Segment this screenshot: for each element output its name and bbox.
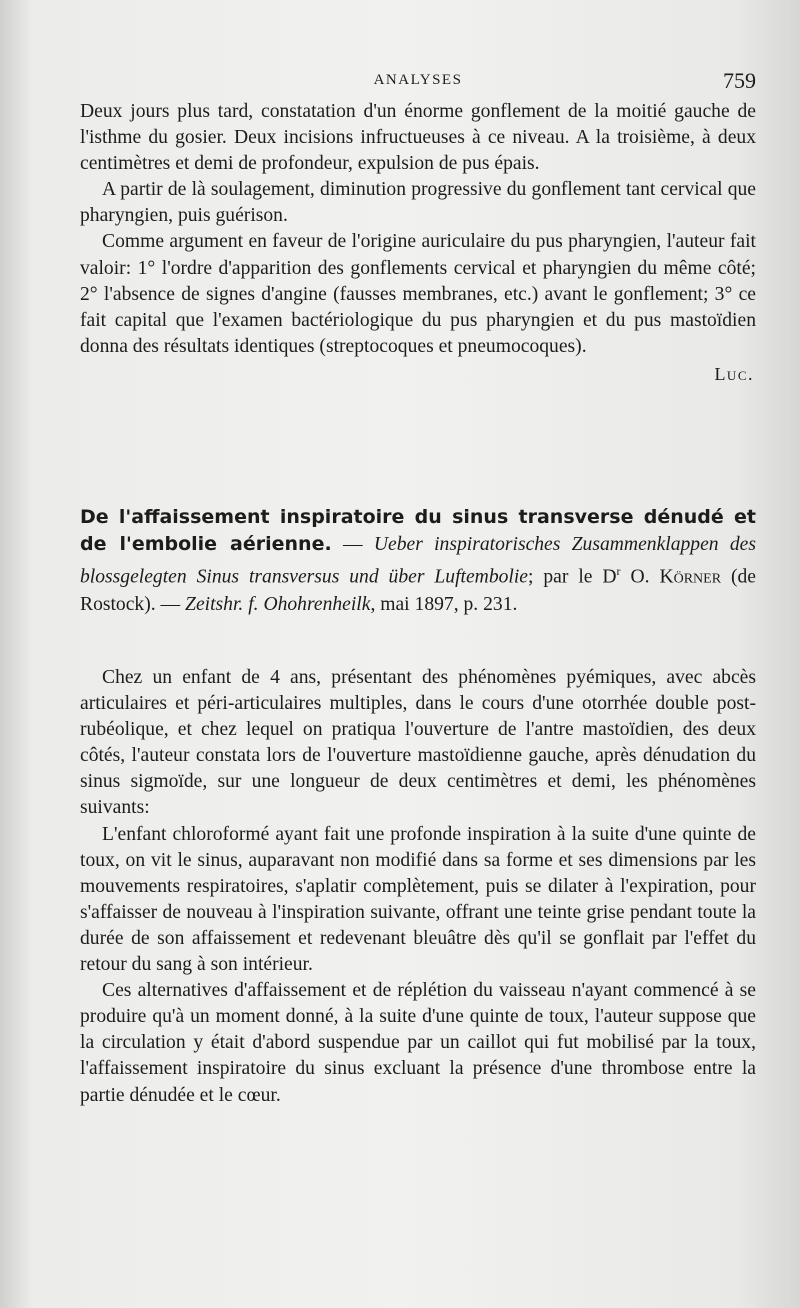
paragraph: Deux jours plus tard, constatation d'un énorme gonflement de la moitié gauche de l'isthme du gosier. Deux incisions infructueuses à ce niveau. A la troisième, à deux centimètres et demi de profondeur, expulsion de pus épais.	[80, 101, 756, 175]
original-title: Ueber inspiratorisches Zusammenklappen des blossgelegten Sinus transversus und über Luftembolie	[80, 534, 756, 588]
doctor-abbreviation: r	[616, 564, 621, 578]
dash: —	[331, 534, 374, 555]
author-signature: Luc.	[714, 363, 754, 384]
paragraph: Comme argument en faveur de l'origine auriculaire du pus pharyngien, l'auteur fait valoir: 1° l'ordre d'apparition des gonflements cervical et pharyngien du même côté; 2° l'absence de signes d'angine (fausses membranes, etc.) avant le gonflement; 3° ce fait capital que l'examen bactériologique du pus pharyngien et du pus mastoïdien donna des résultats identiques (streptocoques et pneumocoques).	[80, 231, 756, 357]
journal-name: Zeitshr. f. Ohohrenheilk	[185, 593, 371, 615]
page-number: 759	[723, 68, 756, 93]
paragraph: Chez un enfant de 4 ans, présentant des phénomènes pyémiques, avec abcès articulaires et péri-articulaires multiples, dans le cours d'une otorrhée double post-rubéolique, et chez lequel on pratiqua l'ouverture de l'antre mastoïdien, des deux côtés, l'auteur constata lors de l'ouverture mastoïdienne gauche, après dénudation du sinus sigmoïde, sur une longueur de deux centimètres et demi, les phénomènes suivants:	[80, 667, 756, 819]
running-header	[80, 68, 756, 94]
paragraph: A partir de là soulagement, diminution progressive du gonflement tant cervical que pharyngien, puis guérison.	[80, 179, 756, 227]
byline: ; par le D	[528, 566, 617, 588]
article-body	[80, 665, 756, 1109]
dash: —	[155, 593, 186, 615]
citation: , mai 1897, p. 231.	[370, 593, 518, 615]
running-title: ANALYSES	[373, 72, 463, 88]
previous-article-continuation	[80, 99, 756, 385]
author-location: (de Rostock).	[80, 566, 756, 615]
paragraph: L'enfant chloroformé ayant fait une profonde inspiration à la suite d'une quinte de toux, on vit le sinus, auparavant non modifié dans sa forme et ses dimensions par les mouvements respiratoires, s'aplatir complètement, puis se dilater à l'expiration, pour s'affaisser de nouveau à l'inspiration suivante, offrant une teinte grise pendant toute la durée de son affaissement et redevenant bleuâtre dès qu'il se gonflait par l'effet du retour du sang à son intérieur.	[80, 823, 756, 976]
article-title: De l'affaissement inspiratoire du sinus transverse dénudé et de l'embolie aérienne.	[80, 506, 756, 555]
author-name: O. Körner	[620, 566, 722, 588]
paragraph: Ces alternatives d'affaissement et de réplétion du vaisseau n'ayant commencé à se produire qu'à un moment donné, à la suite d'une quinte de toux, l'auteur suppose que la circulation y était d'abord suspendue par un caillot qui fut mobilisé par la toux, l'affaissement inspiratoire du sinus excluant la présence d'une thrombose entre la partie dénudée et le cœur.	[80, 980, 756, 1106]
article-heading	[80, 504, 756, 618]
